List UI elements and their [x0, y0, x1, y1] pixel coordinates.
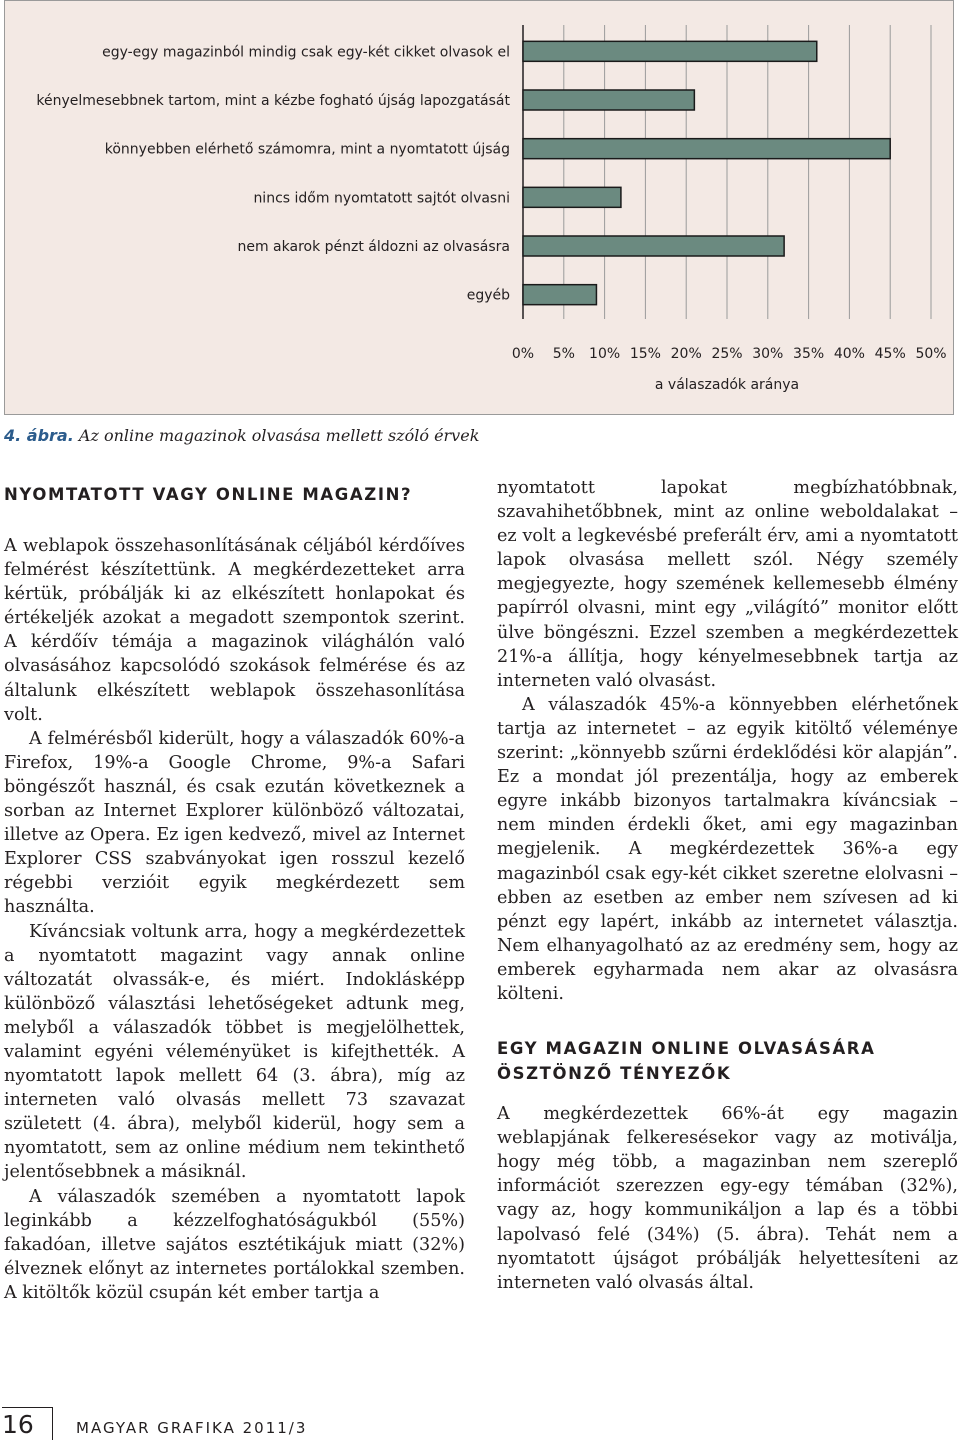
tick-label: 5%: [552, 346, 575, 362]
x-axis-title: a válaszadók aránya: [654, 377, 800, 393]
paragraph: Kíváncsiak voltunk arra, hogy a megkérdezettek a nyomtatott magazint vagy annak online változatát olvassák-e, és miért. Indoklásképp különböző választási lehetőségeket adtunk meg, melyből a válaszadók többet is megjelölhettek, valamint egyéni véleményüket is kifejthették. A nyomtatott lapok mellett 64 (3. ábra), míg az interneten való olvasás mellett 73 szavazat született (4. ábra), melyből kiderül, hogy sem a nyomtatott, sem az online médium nem tekinthető jelentősebbnek a másiknál.: [4, 921, 465, 1183]
category-label: nincs időm nyomtatott sajtót olvasni: [253, 190, 510, 207]
bar: [523, 285, 596, 305]
tick-label: 25%: [711, 346, 743, 362]
tick-label: 45%: [874, 346, 906, 362]
category-label: kényelmesebbnek tartom, mint a kézbe fogható újság lapozgatását: [36, 93, 510, 109]
tick-label: 50%: [915, 346, 947, 362]
tick-label: 10%: [589, 346, 621, 362]
bar: [523, 90, 694, 110]
tick-label: 35%: [793, 346, 825, 362]
category-label: könnyebben elérhető számomra, mint a nyomtatott újság: [104, 141, 510, 158]
paragraph: A felmérésből kiderült, hogy a válaszadók 60%-a Firefox, 19%-a Google Chrome, 9%-a Safari böngészőt használ, és csak ezután következnek a sorban az Internet Explorer különböző változatai, illetve az Opera. Ez igen kedvező, mivel az Internet Explorer CSS szabványokat igen rosszul kezelő régebbi verzióit egyik megkérdezett sem használta.: [4, 728, 465, 918]
bar-chart: [5, 1, 955, 416]
section-heading-online-motivation: EGY MAGAZIN ONLINE OLVASÁSÁRA ÖSZTÖNZŐ TÉNYEZŐK: [497, 1039, 876, 1084]
section-heading-print-vs-online: NYOMTATOTT VAGY ONLINE MAGAZIN?: [4, 485, 413, 504]
bar: [523, 41, 817, 61]
tick-label: 30%: [752, 346, 784, 362]
tick-label: 15%: [629, 346, 661, 362]
bar: [523, 139, 890, 159]
tick-label: 40%: [833, 346, 865, 362]
paragraph: A válaszadók szemében a nyomtatott lapok leginkább a kézzelfoghatóságukból (55%) fakadóan, illetve sajátos esztétikájuk miatt (32%) élveznek előnyt az internetes portálokkal szemben. A kitöltők közül csupán két ember tartja a: [4, 1186, 465, 1303]
journal-title: MAGYAR GRAFIKA 2011/3: [76, 1419, 308, 1437]
tick-label: 20%: [670, 346, 702, 362]
page-number: 16: [2, 1410, 34, 1439]
chart-figure-4: [4, 0, 954, 415]
paragraph: A weblapok összehasonlításának céljából kérdőíves felmérést készítettünk. A megkérdezetteket arra kértük, próbálják ki az elkészített honlapokat és értékeljék azokat a megadott szempontok szerint. A kérdőív témája a magazinok világhálón való olvasásához kapcsolódó szokások felmérése és az általunk elkészített weblapok összehasonlítása volt.: [4, 536, 465, 725]
right-column: [497, 476, 958, 1295]
bar: [523, 187, 621, 207]
category-label: egy-egy magazinból mindig csak egy-két cikket olvasok el: [102, 44, 510, 61]
figure-number: 4. ábra.: [4, 426, 74, 445]
paragraph: A megkérdezettek 66%-át egy magazin weblapjának felkeresésekor vagy az motiválja, hogy még több, a magazinban nem szereplő információt szerezzen egy-egy témában (32%), vagy az, hogy kommunikáljon a lap és a többi lapolvasó felé (34%) (5. ábra). Tehát nem a nyomtatott újságot próbálják helyettesíteni az interneten való olvasás által.: [497, 1104, 958, 1293]
figure-caption-text: Az online magazinok olvasása mellett szóló érvek: [78, 426, 480, 445]
tick-label: 0%: [511, 346, 535, 362]
bar: [523, 236, 784, 256]
category-label: nem akarok pénzt áldozni az olvasásra: [237, 239, 510, 255]
figure-caption: [4, 426, 479, 445]
paragraph: nyomtatott lapokat megbízhatóbbnak, szavahihetőbbnek, mint az online weboldalakat – ez volt a legkevésbé preferált érv, ami a nyomtatott lapok olvasása mellett szól. Négy személy megjegyezte, hogy szemének kellemesebb élmény papírról olvasni, mint egy „világító” monitor előtt ülve böngészni. Ezzel szemben a megkérdezettek 21%-a állítja, hogy kényelmesebbnek tartja az interneten való olvasást.: [497, 478, 958, 691]
paragraph: A válaszadók 45%-a könnyebben elérhetőnek tartja az internetet – az egyik kitöltő véleménye szerint: „könnyebb szűrni érdeklődési kör alapján”. Ez a mondat jól prezentálja, hogy az emberek egyre inkább bizonyos tartalmakra kíváncsiak – nem minden érdekli őket, ami egy magazinban megjelenik. A megkérdezettek 36%-a egy magazinból csak egy-két cikket szeretne elolvasni – ebben az esetben az ember nem szívesen ad ki pénzt egy lapért, inkább az internetet választja. Nem elhanyagolható az az eredmény sem, hogy az emberek egyharmada nem akar az olvasásra költeni.: [497, 694, 958, 1004]
left-column: [4, 476, 465, 1305]
category-label: egyéb: [466, 287, 510, 304]
